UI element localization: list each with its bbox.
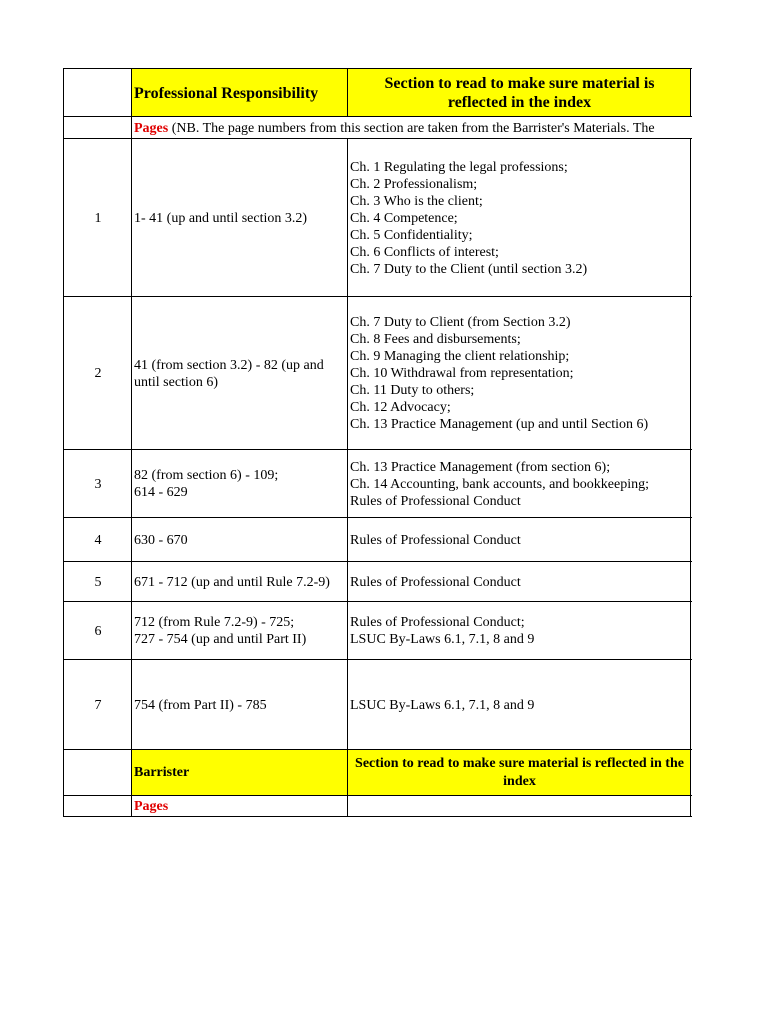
row-pages-line: 614 - 629: [134, 485, 188, 500]
row-pages-line: 712 (from Rule 7.2-9) - 725;: [134, 615, 295, 630]
pages-label: Pages: [134, 120, 169, 136]
grid-line: [347, 138, 348, 817]
grid-line: [63, 138, 692, 139]
section-label-cell: [348, 750, 691, 796]
section-title: Barrister: [134, 765, 190, 780]
chapter-line: Ch. 7 Duty to Client (from Section 3.2): [350, 315, 571, 330]
row-pages-line: 1- 41 (up and until section 3.2): [134, 210, 308, 226]
row-chapters: [348, 562, 691, 602]
section-title-cell: [132, 750, 348, 796]
header-num-cell: [64, 69, 132, 117]
chapter-line: Ch. 13 Practice Management (up and until Section 6): [350, 417, 649, 432]
chapter-line: Rules of Professional Conduct: [350, 574, 521, 590]
row-chapters: [348, 139, 691, 297]
pages-label: Pages: [134, 799, 169, 814]
section-title-cell: [132, 69, 348, 117]
row-chapters: [348, 660, 691, 750]
chapter-line: LSUC By-Laws 6.1, 7.1, 8 and 9: [350, 632, 535, 647]
pages-cell: [132, 796, 348, 817]
row-pages: [132, 450, 348, 518]
row-number: 2: [94, 366, 102, 381]
chapter-line: Ch. 13 Practice Management (from section 6);: [350, 459, 611, 475]
row-pages: [132, 660, 348, 750]
grid-line: [63, 449, 692, 450]
row-pages-line: until section 6): [134, 374, 218, 390]
grid-line: [63, 116, 692, 117]
chapter-line: Ch. 12 Advocacy;: [350, 400, 451, 415]
chapter-line: Ch. 1 Regulating the legal professions;: [350, 159, 568, 175]
row-number: 6: [94, 623, 102, 639]
chapter-line: Ch. 5 Confidentiality;: [350, 227, 473, 243]
chapter-line: Ch. 9 Managing the client relationship;: [350, 349, 570, 364]
row-pages: [132, 297, 348, 450]
row-number: 1: [94, 210, 102, 226]
grid-line: [347, 68, 348, 117]
grid-line: [63, 816, 692, 817]
grid-line: [63, 795, 692, 796]
grid-line: [690, 68, 691, 117]
chapter-line: Rules of Professional Conduct: [350, 493, 521, 509]
grid-line: [63, 601, 692, 602]
chapter-line: LSUC By-Laws 6.1, 7.1, 8 and 9: [350, 697, 535, 713]
row-pages-line: 754 (from Part II) - 785: [134, 697, 267, 713]
row-pages-line: 41 (from section 3.2) - 82 (up and: [134, 357, 324, 373]
chapter-line: Ch. 11 Duty to others;: [350, 383, 475, 398]
row-number: 4: [94, 532, 102, 548]
row-pages-line: 630 - 670: [134, 532, 188, 548]
section-label: Section to read to make sure material is reflected in the index: [355, 756, 684, 789]
grid-line: [690, 138, 691, 817]
row-pages: [132, 139, 348, 297]
row-number: 7: [94, 697, 102, 713]
chapter-line: Ch. 2 Professionalism;: [350, 176, 478, 192]
chapter-line: Ch. 14 Accounting, bank accounts, and bookkeeping;: [350, 476, 649, 492]
grid-line: [63, 749, 692, 750]
chapter-line: Ch. 8 Fees and disbursements;: [350, 332, 521, 347]
row-pages: [132, 562, 348, 602]
grid-line: [63, 296, 692, 297]
row-pages: [132, 602, 348, 660]
chapter-line: Ch. 7 Duty to the Client (until section 3.2): [350, 261, 588, 277]
row-pages-line: 727 - 754 (up and until Part II): [134, 632, 307, 647]
row-pages-line: 671 - 712 (up and until Rule 7.2-9): [134, 574, 330, 590]
row-pages-line: 82 (from section 6) - 109;: [134, 468, 279, 483]
chapter-line: Rules of Professional Conduct: [350, 532, 521, 548]
chapter-line: Rules of Professional Conduct;: [350, 615, 525, 630]
grid-line: [63, 517, 692, 518]
row-chapters: [348, 297, 691, 450]
grid-line: [63, 68, 64, 817]
pages-note-text: (NB. The page numbers from this section are taken from the Barrister's Materials. The: [171, 120, 655, 136]
grid-line: [63, 561, 692, 562]
section-label-cell: [348, 69, 691, 117]
section-title: Professional Responsibility: [134, 84, 319, 102]
row-chapters: [348, 450, 691, 518]
section-label: Section to read to make sure material is reflected in the index: [384, 75, 655, 111]
row-chapters: [348, 518, 691, 562]
chapter-line: Ch. 10 Withdrawal from representation;: [350, 366, 574, 381]
chapter-line: Ch. 6 Conflicts of interest;: [350, 244, 499, 260]
row-pages: [132, 518, 348, 562]
grid-line: [63, 68, 692, 69]
grid-line: [63, 659, 692, 660]
chapter-line: Ch. 4 Competence;: [350, 210, 458, 226]
grid-line: [131, 68, 132, 817]
row-number: 3: [94, 476, 102, 492]
row-number: 5: [94, 574, 102, 590]
chapter-line: Ch. 3 Who is the client;: [350, 193, 483, 209]
pages-note-cell: [132, 117, 691, 139]
row-chapters: [348, 602, 691, 660]
